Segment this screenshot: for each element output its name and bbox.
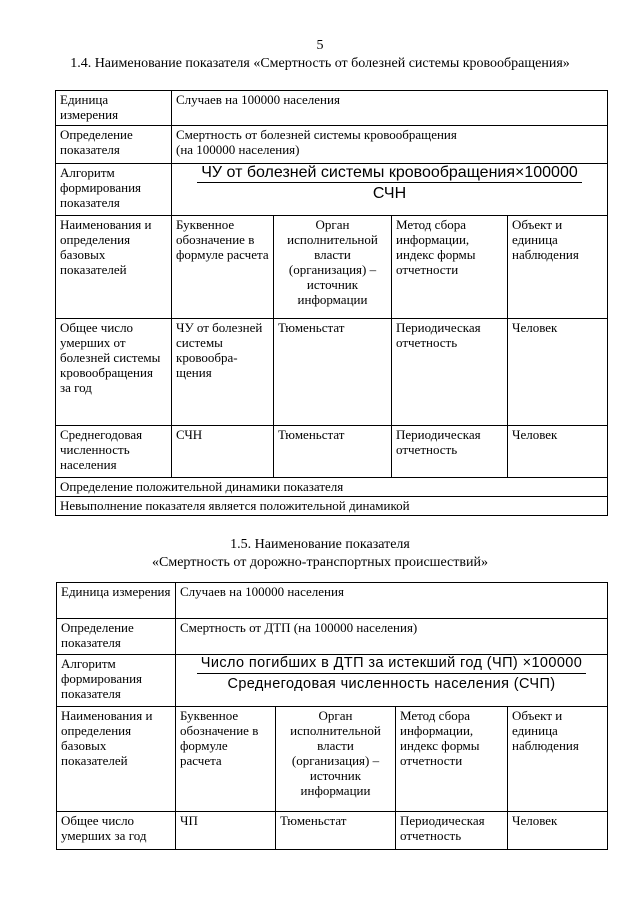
definition-row xyxy=(56,126,608,164)
formula-denominator: Среднегодовая численность населения (СЧП) xyxy=(227,676,556,692)
header-row xyxy=(56,216,608,319)
header-method: Метод сбора информации, индекс формы отчетности xyxy=(396,707,508,812)
header-symbol: Буквенное обозначение в формуле расчета xyxy=(172,216,274,319)
formula xyxy=(172,164,608,216)
unit-value: Случаев на 100000 населения xyxy=(172,91,608,126)
row-symbol: СЧН xyxy=(172,426,274,478)
header-method: Метод сбора информации, индекс формы отчетности xyxy=(392,216,508,319)
header-object: Объект и единица наблюдения xyxy=(508,216,608,319)
indicator-table-2 xyxy=(56,582,608,850)
row-name: Общее число умерших за год xyxy=(57,812,176,850)
row-source: Тюменьстат xyxy=(274,426,392,478)
row-symbol: ЧУ от болезней системы кровообра-щения xyxy=(172,319,274,426)
section-2-heading-line-2: «Смертность от дорожно-транспортных происшествий» xyxy=(152,555,488,570)
table-row xyxy=(57,812,608,850)
dynamics-value-row xyxy=(56,497,608,516)
section-2-heading xyxy=(0,536,640,572)
algorithm-row xyxy=(56,164,608,216)
header-source: Орган исполнительной власти (организация) – источник информации xyxy=(276,707,396,812)
definition-value: Смертность от ДТП (на 100000 населения) xyxy=(176,619,608,655)
header-base-indicators: Наименования и определения базовых показателей xyxy=(56,216,172,319)
dynamics-label-row xyxy=(56,478,608,497)
section-2-heading-line-1: 1.5. Наименование показателя xyxy=(230,537,410,552)
unit-row xyxy=(57,583,608,619)
definition-line-1: Смертность от болезней системы кровообращения xyxy=(176,127,457,142)
algorithm-row xyxy=(57,655,608,707)
formula xyxy=(176,655,608,707)
row-object: Человек xyxy=(508,319,608,426)
dynamics-value: Невыполнение показателя является положительной динамикой xyxy=(56,497,608,516)
indicator-table-1 xyxy=(55,90,608,516)
unit-value: Случаев на 100000 населения xyxy=(176,583,608,619)
row-name: Среднегодовая численность населения xyxy=(56,426,172,478)
definition-value xyxy=(172,126,608,164)
header-symbol: Буквенное обозначение в формуле расчета xyxy=(176,707,276,812)
unit-label: Единица измерения xyxy=(57,583,176,619)
row-name: Общее число умерших от болезней системы кровообращения за год xyxy=(56,319,172,426)
header-object: Объект и единица наблюдения xyxy=(508,707,608,812)
table-row xyxy=(56,319,608,426)
row-method: Периодическая отчетность xyxy=(396,812,508,850)
header-source: Орган исполнительной власти (организация) – источник информации xyxy=(274,216,392,319)
row-object: Человек xyxy=(508,812,608,850)
header-row xyxy=(57,707,608,812)
unit-row xyxy=(56,91,608,126)
page-number: 5 xyxy=(316,38,324,53)
algorithm-label: Алгоритм формирования показателя xyxy=(57,655,176,707)
formula-numerator: ЧУ от болезней системы кровообращения×100000 xyxy=(197,165,582,183)
unit-label: Единица измерения xyxy=(56,91,172,126)
row-method: Периодическая отчетность xyxy=(392,319,508,426)
dynamics-label: Определение положительной динамики показателя xyxy=(56,478,608,497)
formula-denominator: СЧН xyxy=(372,185,407,202)
section-1-heading: 1.4. Наименование показателя «Смертность от болезней системы кровообращения» xyxy=(70,56,570,71)
definition-label: Определение показателя xyxy=(57,619,176,655)
formula-numerator: Число погибших в ДТП за истекший год (ЧП) ×100000 xyxy=(197,656,586,674)
header-base-indicators: Наименования и определения базовых показателей xyxy=(57,707,176,812)
row-object: Человек xyxy=(508,426,608,478)
row-source: Тюменьстат xyxy=(274,319,392,426)
definition-line-2: (на 100000 населения) xyxy=(176,142,300,157)
algorithm-label: Алгоритм формирования показателя xyxy=(56,164,172,216)
table-row xyxy=(56,426,608,478)
row-method: Периодическая отчетность xyxy=(392,426,508,478)
definition-row xyxy=(57,619,608,655)
definition-label: Определение показателя xyxy=(56,126,172,164)
row-symbol: ЧП xyxy=(176,812,276,850)
row-source: Тюменьстат xyxy=(276,812,396,850)
